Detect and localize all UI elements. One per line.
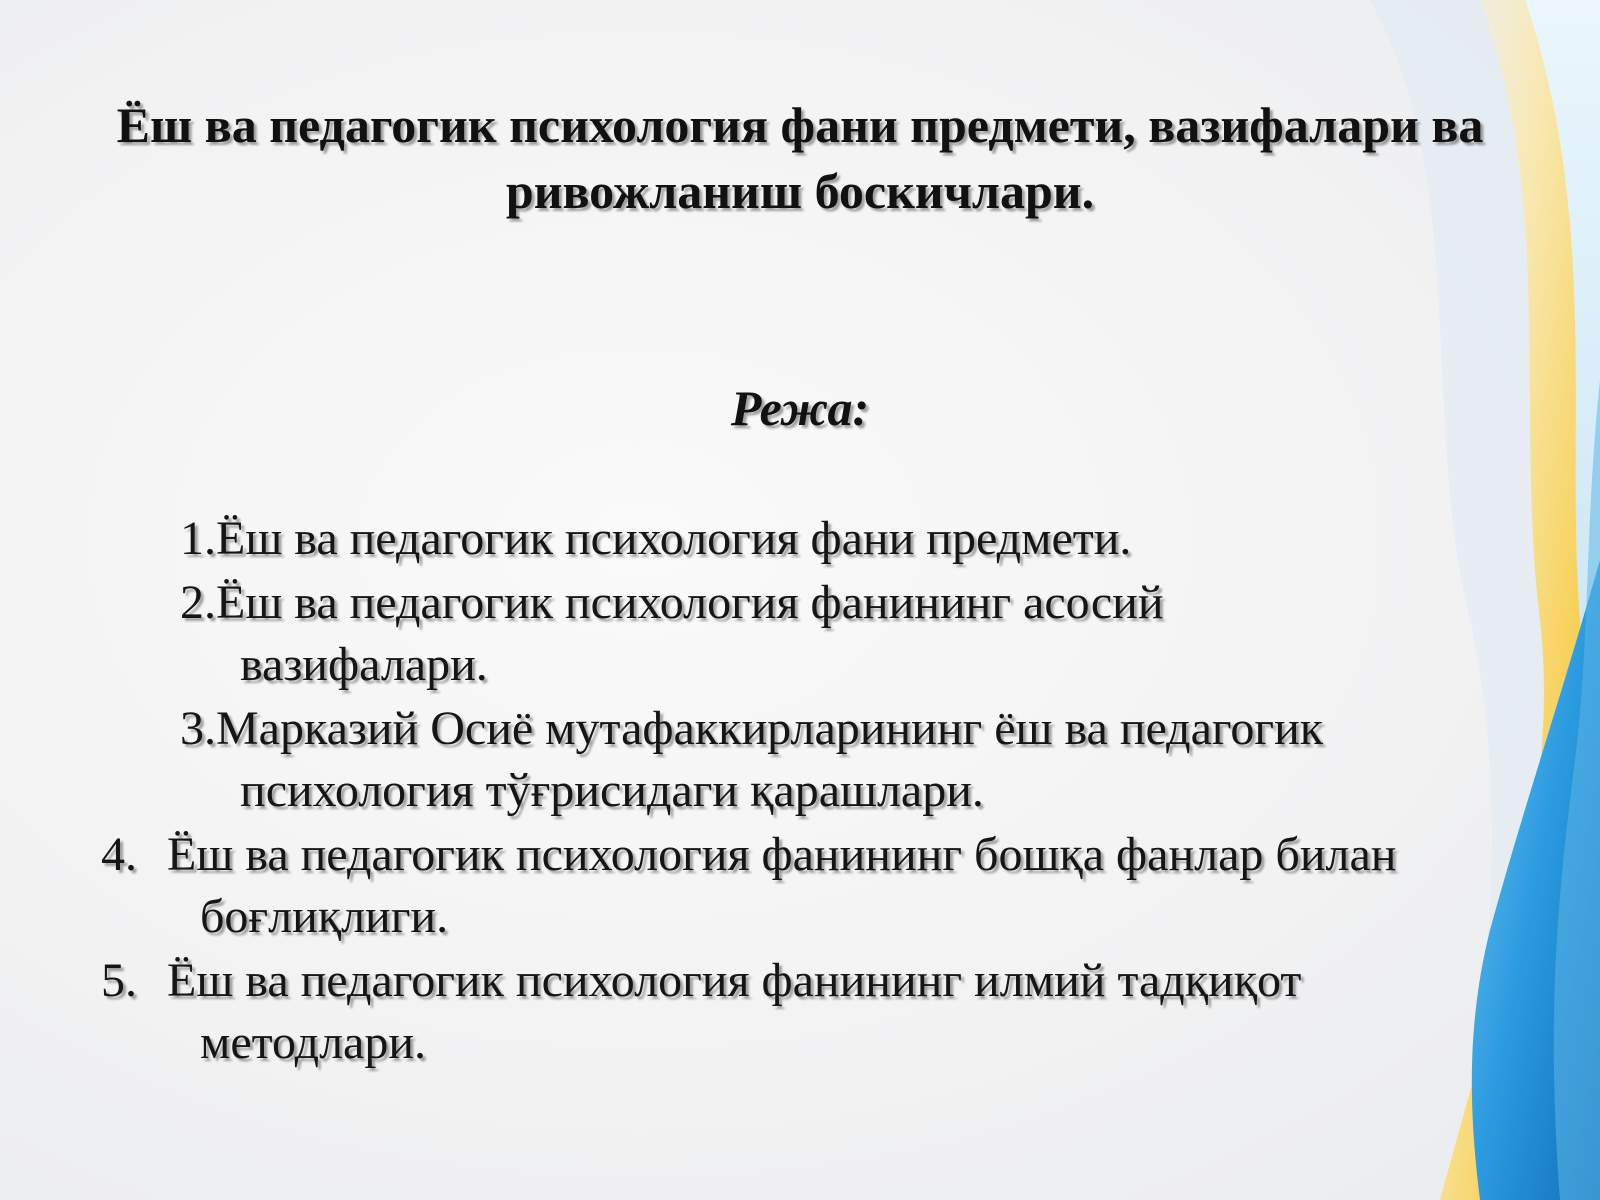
slide-title: Ёш ва педагогик психология фани предмети, вазифалари ва ривожланиш боскичлари. [116,97,1484,219]
plan-item-text: Ёш ва педагогик психология фани предмети. [216,512,1132,565]
plan-item-number: 1. [180,512,216,565]
plan-item-number: 3. [180,702,216,755]
plan-item-number: 4. [101,828,137,881]
plan-item [0,950,1480,1074]
plan-item [0,824,1440,948]
plan-item [0,508,1340,570]
plan-list [0,508,1600,1076]
plan-item-number: 2. [180,576,216,629]
plan-heading: Режа: [730,380,870,436]
plan-item-text: Ёш ва педагогик психология фанининг бошқа фанлар билан боғлиқлиги. [167,828,1397,943]
plan-item-text: Ёш ва педагогик психология фанининг асосий вазифалари. [216,576,1164,691]
plan-item-text: Марказий Осиё мутафаккирларининг ёш ва педагогик психология тўғрисидаги қарашлари. [216,702,1324,817]
plan-item-text: Ёш ва педагогик психология фанининг илмий тадқиқот методлари. [167,954,1302,1069]
plan-item [0,698,1510,822]
plan-item [0,572,1340,696]
plan-item-number: 5. [101,954,137,1007]
